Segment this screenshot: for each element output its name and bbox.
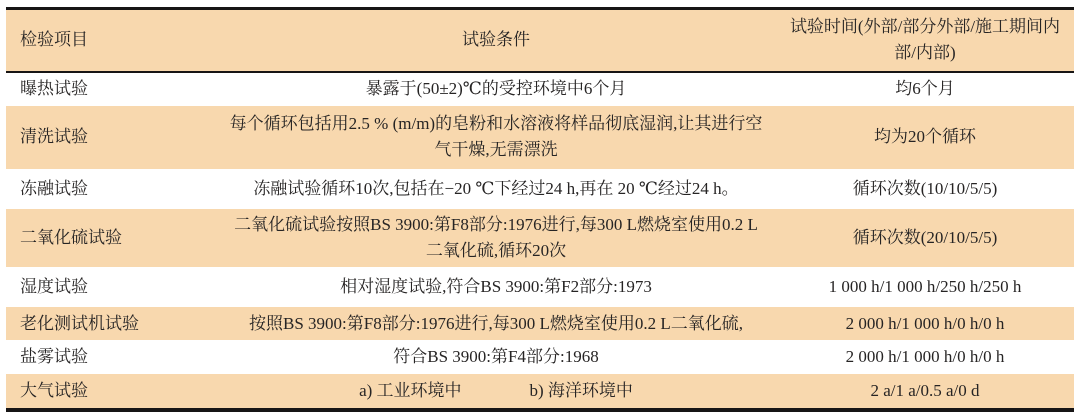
table-row-7 (6, 340, 1074, 374)
cell-inspection-item: 盐雾试验 (20, 347, 88, 367)
table-row-1 (6, 72, 1074, 106)
table-row-3 (6, 169, 1074, 209)
cell-inspection-item: 曝热试验 (20, 79, 88, 99)
cell-test-condition: 每个循环包括用2.5 % (m/m)的皂粉和水溶液将样品彻底湿润,让其进行空气干燥,无需漂洗 (229, 113, 763, 160)
cell-inspection-item: 冻融试验 (20, 178, 88, 198)
cell-test-time: 2 000 h/1 000 h/0 h/0 h (845, 347, 1005, 367)
test-spec-table (6, 7, 1074, 412)
cell-test-time: 循环次数(10/10/5/5) (852, 178, 998, 198)
table-row-5 (6, 267, 1074, 307)
cell-test-condition: a) 工业环境中 b) 海洋环境中 (359, 381, 633, 401)
table-body (6, 72, 1074, 411)
cell-inspection-item: 湿度试验 (20, 277, 88, 297)
cell-test-time: 2 000 h/1 000 h/0 h/0 h (845, 313, 1005, 333)
table-header (6, 9, 1074, 72)
cell-test-time: 1 000 h/1 000 h/250 h/250 h (828, 277, 1022, 297)
cell-test-condition: 按照BS 3900:第F8部分:1976进行,每300 L燃烧室使用0.2 L二氧化硫, (249, 313, 743, 333)
cell-test-time: 均为20个循环 (874, 127, 976, 147)
cell-test-condition: 相对湿度试验,符合BS 3900:第F2部分:1973 (340, 277, 652, 297)
table-row-8 (6, 374, 1074, 410)
table-row-4 (6, 209, 1074, 268)
header-test-time: 试验时间(外部/部分外部/施工期间内部/内部) (776, 9, 1074, 72)
cell-test-condition: 暴露于(50±2)℃的受控环境中6个月 (365, 79, 627, 99)
cell-inspection-item: 清洗试验 (20, 127, 88, 147)
cell-test-time: 均6个月 (895, 79, 955, 99)
cell-test-time: 循环次数(20/10/5/5) (852, 227, 998, 247)
table-row-2 (6, 106, 1074, 169)
cell-test-condition: 符合BS 3900:第F4部分:1968 (393, 347, 599, 367)
header-row (6, 9, 1074, 72)
cell-inspection-item: 二氧化硫试验 (20, 227, 122, 247)
header-test-condition: 试验条件 (216, 9, 776, 72)
cell-test-condition: 二氧化硫试验按照BS 3900:第F8部分:1976进行,每300 L燃烧室使用0.2 L二氧化硫,循环20次 (234, 214, 758, 261)
cell-test-condition: 冻融试验循环10次,包括在−20 ℃下经过24 h,再在 20 ℃经过24 h。 (253, 178, 739, 198)
header-inspection-item: 检验项目 (6, 9, 216, 72)
test-spec-table-container (6, 7, 1074, 412)
table-row-6 (6, 307, 1074, 340)
cell-inspection-item: 老化测试机试验 (20, 313, 139, 333)
cell-inspection-item: 大气试验 (20, 381, 88, 401)
cell-test-time: 2 a/1 a/0.5 a/0 d (870, 381, 980, 401)
